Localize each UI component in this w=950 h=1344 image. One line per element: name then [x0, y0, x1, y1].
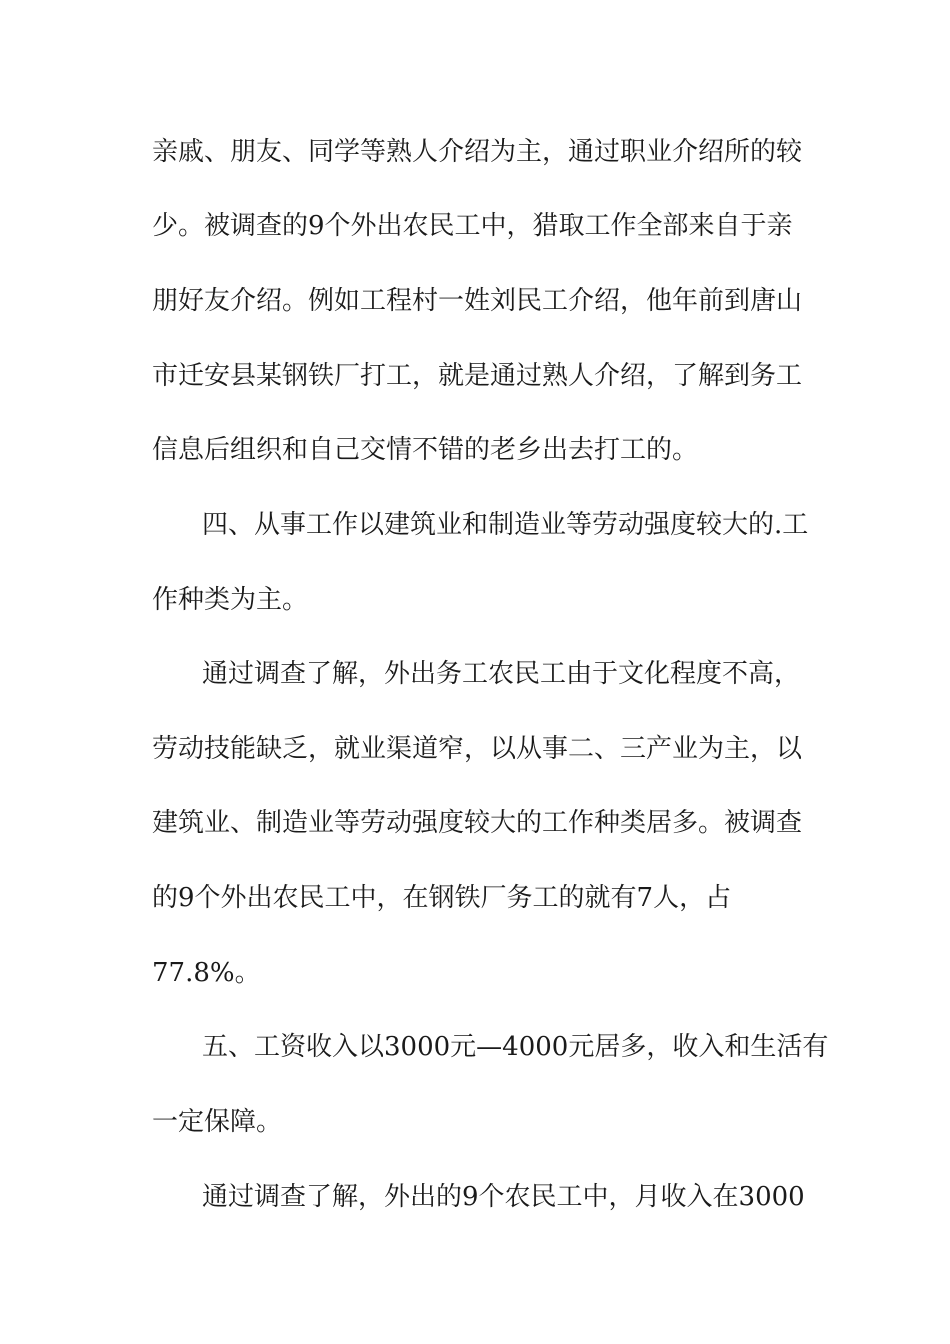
- paragraph-line: 市迁安县某钢铁厂打工，就是通过熟人介绍，了解到务工: [152, 361, 803, 391]
- paragraph-line: 77.8%。: [152, 958, 261, 988]
- paragraph-line: 通过调查了解，外出的9个农民工中，月收入在3000: [202, 1182, 805, 1212]
- paragraph-line: 信息后组织和自己交情不错的老乡出去打工的。: [152, 435, 699, 465]
- paragraph-line: 通过调查了解，外出务工农民工由于文化程度不高，: [202, 659, 801, 689]
- section-heading-line: 一定保障。: [152, 1107, 283, 1137]
- paragraph-line: 少。被调查的9个外出农民工中，猎取工作全部来自于亲: [152, 211, 793, 241]
- paragraph-line: 的9个外出农民工中，在钢铁厂务工的就有7人，占: [152, 883, 732, 913]
- paragraph-line: 劳动技能缺乏，就业渠道窄，以从事二、三产业为主，以: [152, 734, 803, 764]
- section-heading-line: 作种类为主。: [152, 585, 309, 615]
- paragraph-line: 朋好友介绍。例如工程村一姓刘民工介绍，他年前到唐山: [152, 286, 803, 316]
- paragraph-line: 亲戚、朋友、同学等熟人介绍为主，通过职业介绍所的较: [152, 137, 803, 167]
- paragraph-line: 建筑业、制造业等劳动强度较大的工作种类居多。被调查: [152, 808, 803, 838]
- section-heading-line: 五、工资收入以3000元—4000元居多，收入和生活有: [202, 1032, 829, 1062]
- section-heading-line: 四、从事工作以建筑业和制造业等劳动强度较大的.工: [202, 510, 809, 540]
